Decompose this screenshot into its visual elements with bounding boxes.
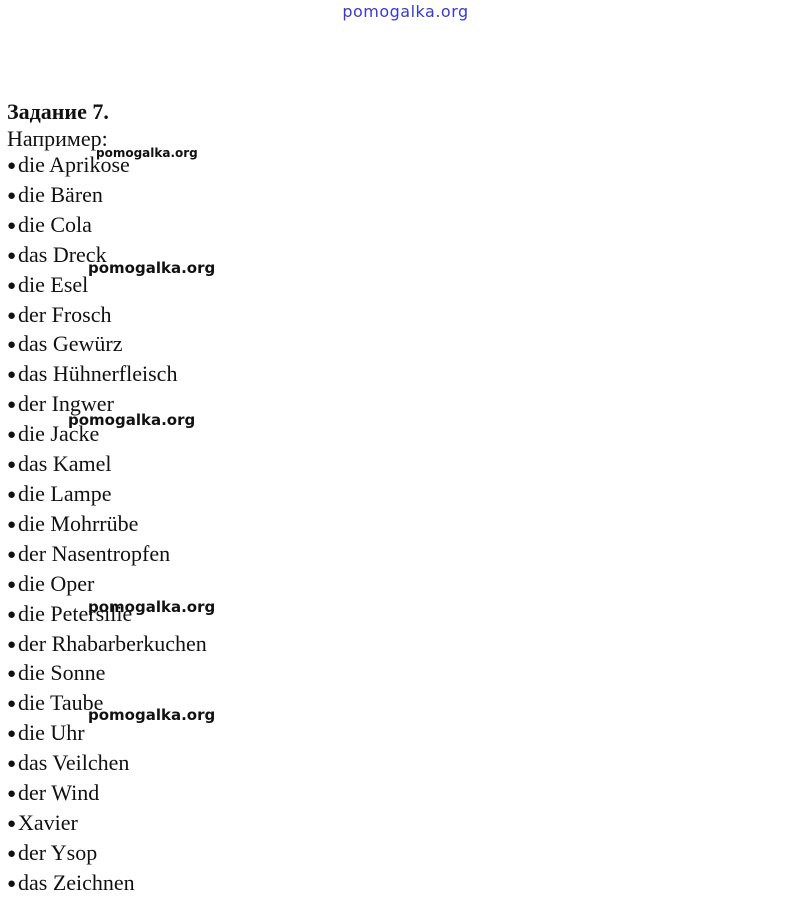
word-text: die Mohrrübe bbox=[18, 510, 139, 536]
word-text: die Jacke bbox=[18, 421, 100, 447]
bullet-icon: ● bbox=[7, 636, 17, 653]
bullet-icon: ● bbox=[7, 486, 17, 503]
bullet-icon: ● bbox=[7, 516, 17, 533]
word-list-item bbox=[7, 511, 207, 541]
bullet-icon: ● bbox=[7, 726, 17, 743]
bullet-icon: ● bbox=[7, 158, 17, 174]
word-text: Xavier bbox=[18, 809, 78, 835]
bullet-icon: ● bbox=[7, 427, 17, 444]
word-list-item bbox=[7, 302, 207, 332]
word-list-item bbox=[7, 541, 207, 571]
word-list-item bbox=[7, 660, 207, 690]
bullet-icon: ● bbox=[7, 307, 17, 324]
word-text: der Ingwer bbox=[18, 391, 114, 417]
word-text: der Ysop bbox=[18, 839, 98, 865]
bullet-icon: ● bbox=[7, 696, 17, 713]
bullet-icon: ● bbox=[7, 576, 17, 593]
word-text: das Kamel bbox=[18, 451, 112, 477]
word-list-item bbox=[7, 451, 207, 481]
word-list-item bbox=[7, 870, 207, 900]
word-list-item bbox=[7, 720, 207, 750]
bullet-icon: ● bbox=[7, 786, 17, 803]
word-text: die Lampe bbox=[18, 480, 112, 506]
word-list-item bbox=[7, 571, 207, 601]
bullet-icon: ● bbox=[7, 337, 17, 354]
word-text: die Petersilie bbox=[18, 600, 133, 626]
bullet-icon: ● bbox=[7, 187, 17, 204]
word-list-item bbox=[7, 840, 207, 870]
word-text: der Frosch bbox=[18, 301, 112, 327]
word-text: die Sonne bbox=[18, 660, 106, 686]
word-list-item bbox=[7, 810, 207, 840]
bullet-icon: ● bbox=[7, 606, 17, 623]
bullet-icon: ● bbox=[7, 845, 17, 862]
watermark-text: pomogalka.org bbox=[88, 706, 216, 724]
watermark-text: pomogalka.org bbox=[68, 411, 196, 429]
task-intro: Например: bbox=[7, 126, 108, 151]
bullet-icon: ● bbox=[7, 367, 17, 384]
watermark-text: pomogalka.org bbox=[88, 598, 216, 616]
word-text: der Rhabarberkuchen bbox=[18, 630, 207, 656]
word-text: die Oper bbox=[18, 570, 95, 596]
bullet-icon: ● bbox=[7, 815, 17, 832]
word-text: das Zeichnen bbox=[18, 869, 135, 895]
word-list-item bbox=[7, 631, 207, 661]
bullet-icon: ● bbox=[7, 397, 17, 414]
word-text: die Taube bbox=[18, 690, 104, 716]
word-text: das Hühnerfleisch bbox=[18, 361, 178, 387]
word-list-item bbox=[7, 331, 207, 361]
bullet-icon: ● bbox=[7, 666, 17, 683]
task-content bbox=[7, 98, 207, 900]
task-title: Задание 7. bbox=[7, 99, 109, 124]
word-list-item bbox=[7, 212, 207, 242]
word-text: die Uhr bbox=[18, 720, 85, 746]
word-text: die Esel bbox=[18, 271, 89, 297]
word-list-item bbox=[7, 780, 207, 810]
bullet-icon: ● bbox=[7, 875, 17, 892]
bullet-icon: ● bbox=[7, 217, 17, 234]
word-text: das Gewürz bbox=[18, 331, 123, 357]
word-text: der Nasentropfen bbox=[18, 540, 171, 566]
watermark-text: pomogalka.org bbox=[88, 259, 216, 277]
word-list-item bbox=[7, 481, 207, 511]
bullet-icon: ● bbox=[7, 546, 17, 563]
word-list-item bbox=[7, 750, 207, 780]
bullet-icon: ● bbox=[7, 277, 17, 294]
watermark-text: pomogalka.org bbox=[96, 146, 198, 160]
word-list-item bbox=[7, 361, 207, 391]
site-header-logo: pomogalka.org bbox=[342, 2, 469, 21]
word-text: das Veilchen bbox=[18, 750, 130, 776]
bullet-icon: ● bbox=[7, 247, 17, 264]
word-text: die Bären bbox=[18, 181, 103, 207]
word-text: der Wind bbox=[18, 780, 100, 806]
word-text: das Dreck bbox=[18, 241, 107, 267]
word-list-item bbox=[7, 182, 207, 212]
bullet-icon: ● bbox=[7, 457, 17, 474]
bullet-icon: ● bbox=[7, 756, 17, 773]
word-text: die Aprikose bbox=[18, 152, 130, 177]
word-text: die Cola bbox=[18, 211, 92, 237]
